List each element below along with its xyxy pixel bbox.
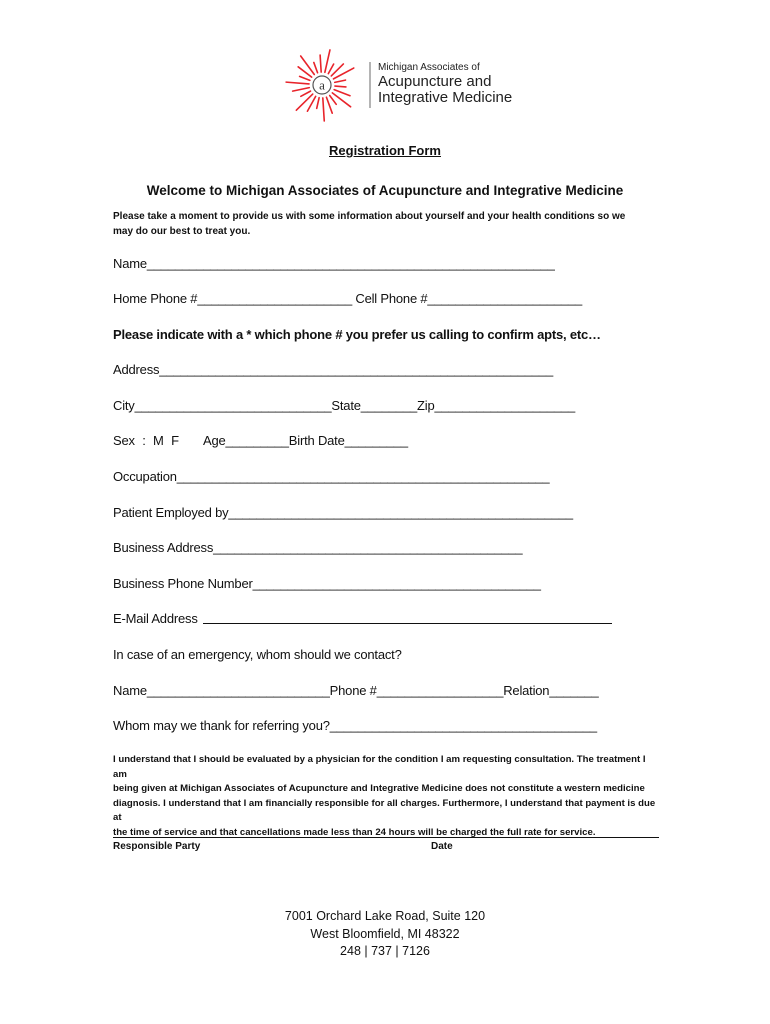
welcome-heading: Welcome to Michigan Associates of Acupuncture and Integrative Medicine: [146, 183, 624, 198]
logo-needle: [325, 50, 330, 72]
disclaimer-line: diagnosis. I understand that I am financially responsible for all charges. Furthermore, I understand that payment is due at: [113, 797, 656, 823]
intro-line-1: Please take a moment to provide us with some information about yourself and your health conditions so we: [113, 211, 626, 222]
name-field[interactable]: Name__________________________________________________________: [113, 256, 555, 271]
footer-address: [0, 908, 770, 961]
sex-field[interactable]: Sex : M F: [113, 433, 179, 448]
footer-city: West Bloomfield, MI 48322: [310, 926, 460, 941]
logo-needle: [326, 97, 332, 113]
date-label: Date: [431, 841, 453, 852]
address-field[interactable]: Address________________________________________________________: [113, 362, 553, 377]
footer-phone: 248 | 737 | 7126: [340, 944, 430, 958]
logo-needle: [328, 64, 333, 74]
logo-needle: [317, 98, 319, 109]
signature-line[interactable]: [113, 837, 659, 838]
intro-line-2: may do our best to treat you.: [113, 225, 251, 237]
logo-needle: [301, 91, 311, 96]
responsible-party-label: Responsible Party: [113, 841, 201, 852]
logo-line-3: Integrative Medicine: [378, 89, 513, 106]
referral-field[interactable]: Whom may we thank for referring you?______________________________________: [113, 718, 597, 733]
logo-text: [378, 62, 512, 106]
footer-street: 7001 Orchard Lake Road, Suite 120: [284, 909, 486, 923]
emergency-contact-field[interactable]: Name__________________________Phone #__________________Relation_______: [113, 683, 599, 698]
business-phone-field[interactable]: Business Phone Number_________________________________________: [113, 576, 541, 591]
logo-needle: [301, 56, 315, 75]
logo-line-1: Michigan Associates of: [378, 62, 480, 73]
logo-needle: [296, 94, 312, 110]
emergency-question: In case of an emergency, whom should we contact?: [113, 647, 402, 662]
disclaimer-line: I understand that I should be evaluated by a physician for the condition I am requesting consultation. The treatment I am: [113, 754, 646, 780]
logo-needle: [334, 90, 350, 96]
employer-field[interactable]: Patient Employed by_________________________________________________: [113, 505, 573, 520]
phone-preference-note: Please indicate with a * which phone # you prefer us calling to confirm apts, etc…: [113, 327, 601, 342]
email-label: E-Mail Address: [113, 611, 198, 626]
logo-needle: [293, 88, 310, 91]
email-input-line[interactable]: [203, 623, 612, 624]
age-birthdate-field[interactable]: Age_________Birth Date_________: [203, 433, 408, 448]
intro-text: [113, 210, 648, 239]
logo-needle: [323, 98, 324, 121]
disclaimer-line: the time of service and that cancellations made less than 24 hours will be charged the full rate for service.: [113, 826, 596, 838]
logo-mark-letter: a: [319, 77, 325, 93]
logo-needle: [300, 76, 310, 80]
form-title: Registration Form: [329, 143, 441, 158]
disclaimer-line: being given at Michigan Associates of Acupuncture and Integrative Medicine does not constitute a western medicine: [113, 783, 645, 794]
business-address-field[interactable]: Business Address____________________________________________: [113, 540, 523, 555]
logo-needle: [314, 62, 318, 72]
logo-needle: [335, 80, 346, 82]
occupation-field[interactable]: Occupation_____________________________________________________: [113, 469, 550, 484]
logo-needle: [330, 95, 337, 104]
consent-disclaimer: [113, 753, 658, 840]
logo-needle: [320, 55, 321, 72]
acupuncture-burst-icon: [282, 40, 372, 130]
phone-fields[interactable]: Home Phone #______________________ Cell Phone #______________________: [113, 291, 583, 306]
logo-needle: [286, 82, 309, 84]
logo-needle: [335, 86, 346, 87]
logo-line-2: Acupuncture and: [378, 73, 492, 90]
city-state-zip-field[interactable]: City____________________________State________Zip____________________: [113, 398, 576, 413]
